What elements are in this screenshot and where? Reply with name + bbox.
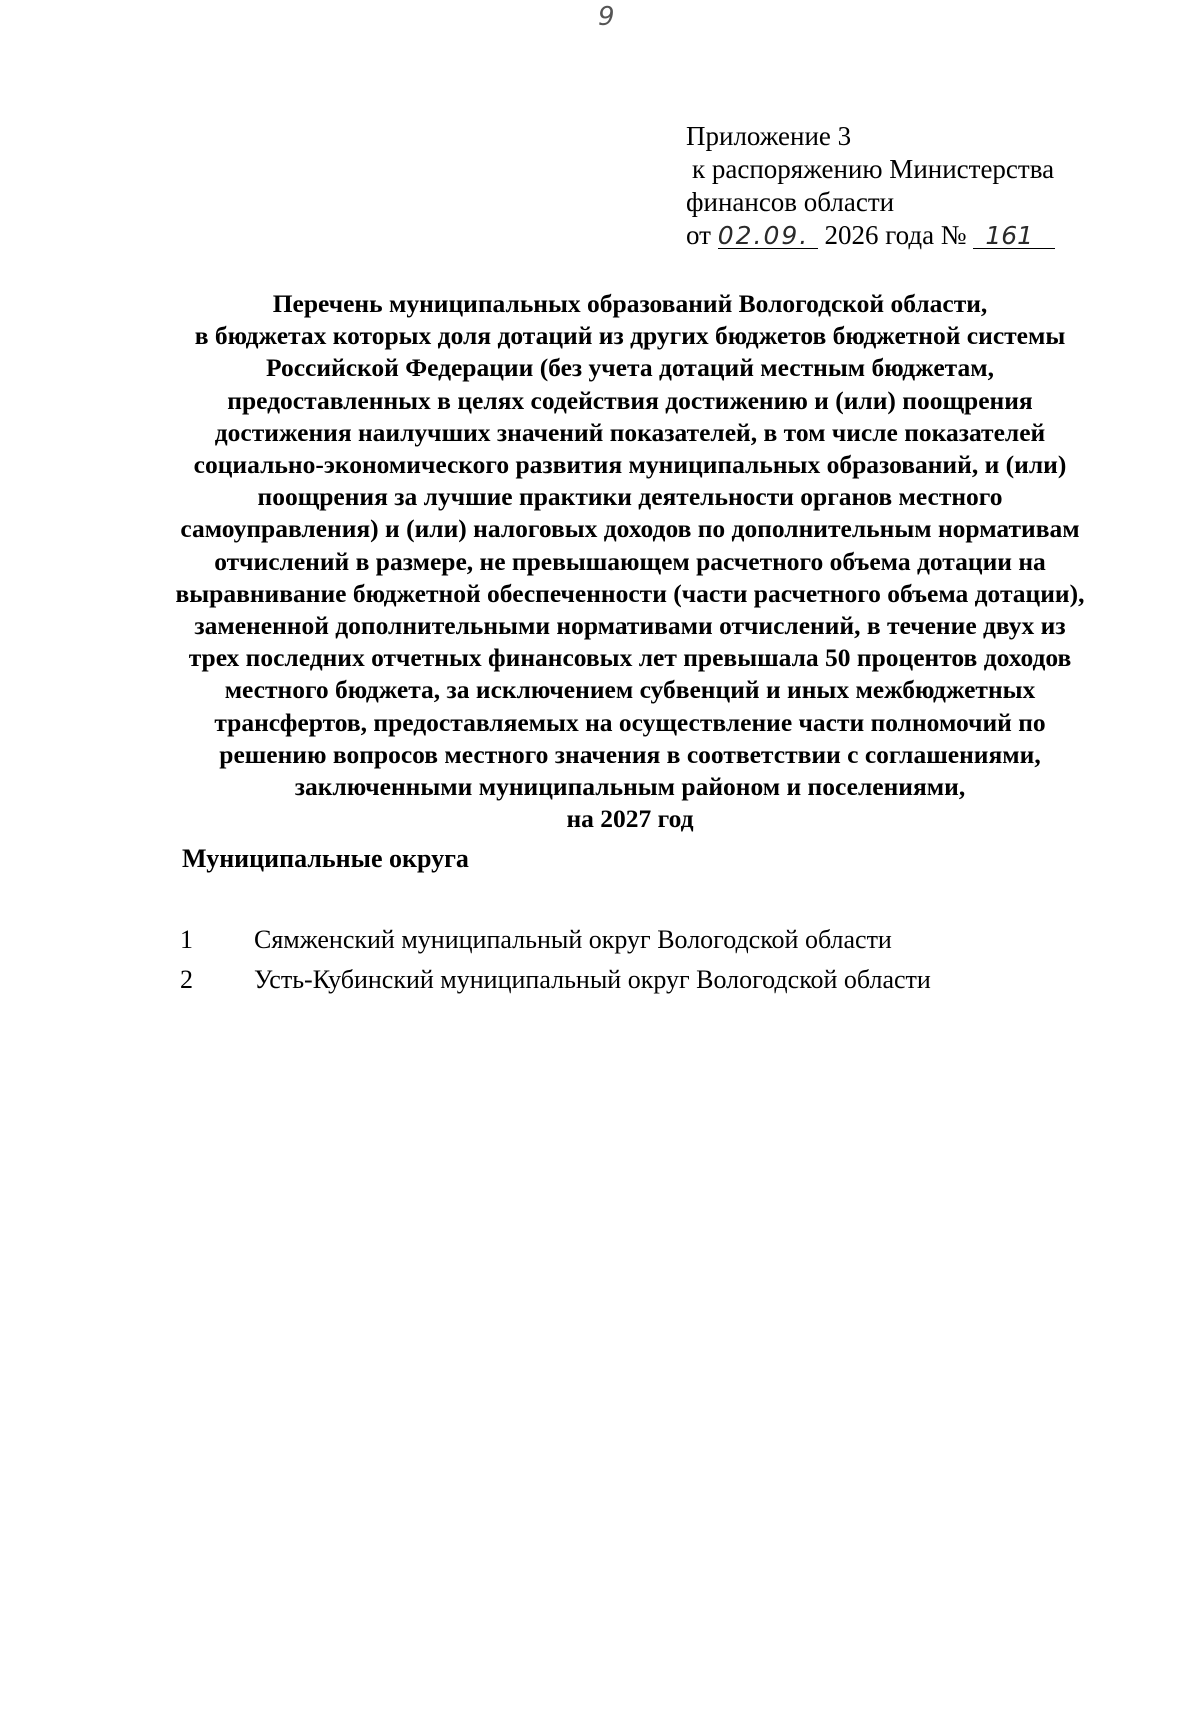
title-line: поощрения за лучшие практики деятельности органов местного [257, 482, 1003, 512]
title-line: замененной дополнительными нормативами отчислений, в течение двух из [194, 611, 1066, 641]
title-line: выравнивание бюджетной обеспеченности (части расчетного объема дотации), [175, 578, 1085, 608]
title-line: отчислений в размере, не превышающем расчетного объема дотации на [214, 546, 1046, 576]
date-suffix: 2026 года № [824, 220, 967, 250]
title-line: самоуправления) и (или) налоговых доходов по дополнительным нормативам [180, 514, 1080, 544]
list-item-name: Сямженский муниципальный округ Вологодской области [254, 925, 892, 954]
handwritten-number: 161 [973, 224, 1055, 249]
list-item-number: 1 [180, 925, 193, 954]
title-line: трех последних отчетных финансовых лет превышала 50 процентов доходов [188, 643, 1072, 673]
list-item-number: 2 [180, 965, 193, 994]
title-line: Российской Федерации (без учета дотаций местным бюджетам, [266, 353, 994, 383]
title-line: социально-экономического развития муниципальных образований, и (или) [193, 450, 1067, 480]
title-line: предоставленных в целях содействия достижению и (или) поощрения [227, 385, 1033, 415]
date-prefix: от [686, 220, 711, 250]
title-line: на 2027 год [566, 804, 694, 834]
list-item-name: Усть-Кубинский муниципальный округ Вологодской области [254, 965, 931, 994]
annex-line-2: к распоряжению Министерства [692, 154, 1055, 184]
annex-header [686, 120, 1055, 252]
title-line: трансфертов, предоставляемых на осуществление части полномочий по [214, 707, 1046, 737]
annex-line-3: финансов области [686, 187, 895, 217]
handwritten-date: 02.09. [718, 224, 818, 249]
municipal-list [180, 920, 931, 1000]
list-item [180, 920, 931, 960]
title-line: решению вопросов местного значения в соответствии с соглашениями, [219, 739, 1041, 769]
annex-line-1: Приложение 3 [686, 121, 852, 151]
list-item [180, 960, 931, 1000]
annex-date-line [686, 219, 1055, 252]
title-line: в бюджетах которых доля дотаций из других бюджетов бюджетной системы [194, 321, 1066, 351]
document-title [110, 288, 1150, 835]
title-line: заключенными муниципальным районом и поселениями, [294, 772, 966, 802]
section-heading: Муниципальные округа [182, 844, 469, 873]
page-number: 9 [598, 2, 615, 32]
title-line: достижения наилучших значений показателей, в том числе показателей [214, 417, 1046, 447]
title-line: местного бюджета, за исключением субвенций и иных межбюджетных [224, 675, 1036, 705]
title-line: Перечень муниципальных образований Вологодской области, [272, 289, 988, 318]
